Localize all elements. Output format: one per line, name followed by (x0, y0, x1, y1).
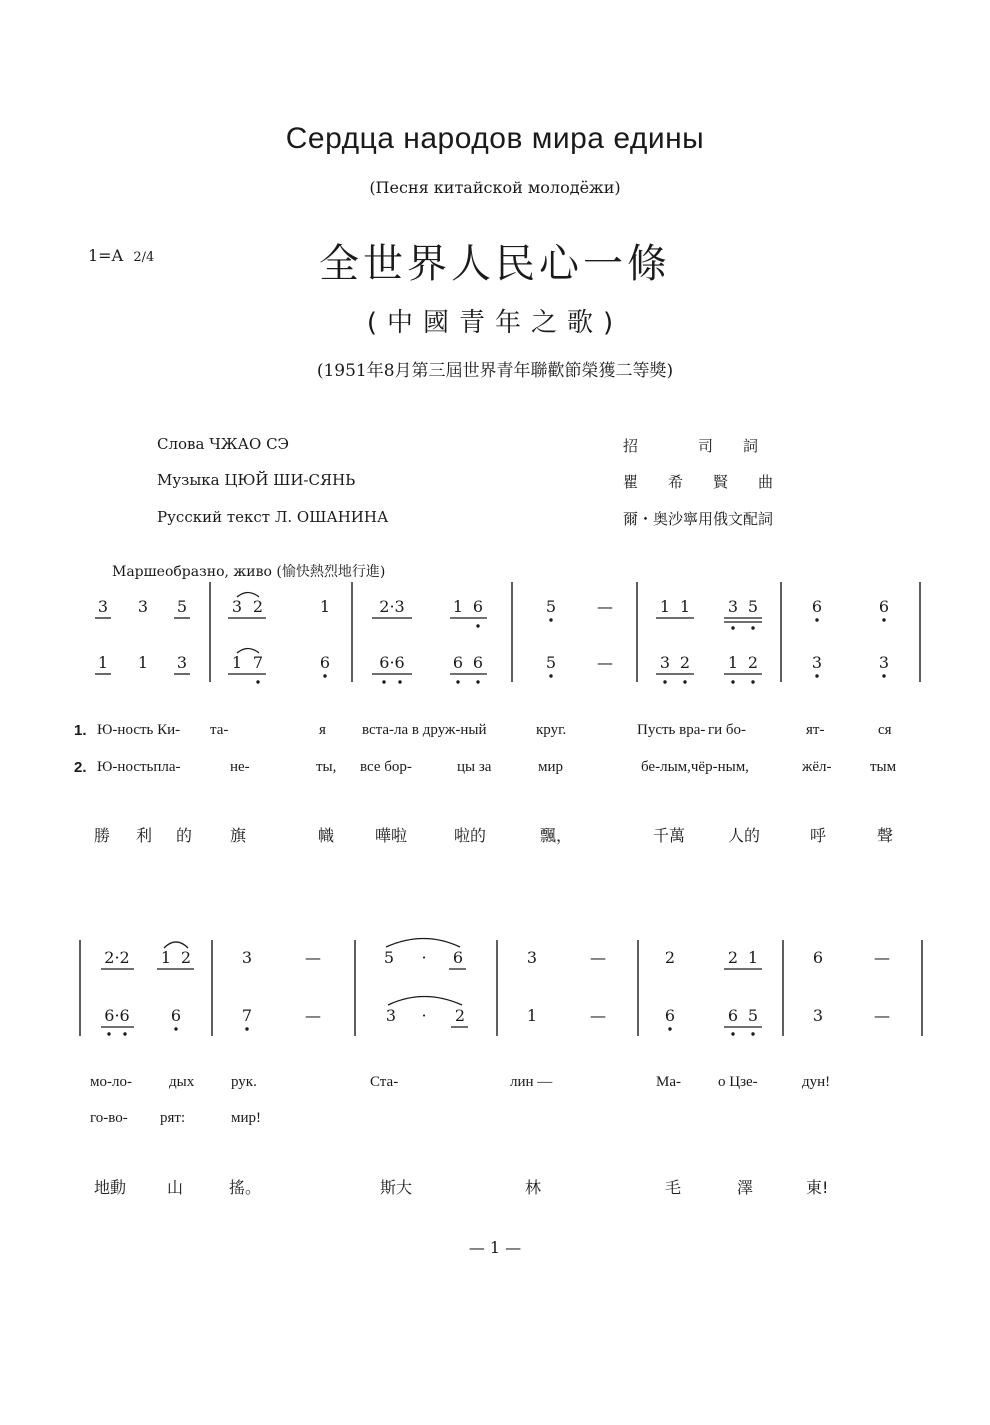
note: 6 (170, 1006, 182, 1025)
title-chinese: 全世界人民心一條 (319, 241, 671, 287)
page-number: — 1 — (468, 1238, 522, 1257)
octave-dot (476, 624, 479, 627)
lyric-syllable: мир (538, 759, 564, 775)
octave-dot (751, 680, 754, 683)
chinese-lyric: 斯大 (380, 1178, 413, 1197)
octave-dot (549, 618, 552, 621)
note: 7 (241, 1006, 253, 1025)
octave-dot (123, 1032, 126, 1035)
note: 6 (319, 653, 331, 672)
note: 2 (727, 948, 739, 967)
chinese-lyric: 嘩啦 (375, 826, 408, 845)
note: 6 (452, 948, 464, 967)
chinese-lyric: 搖。 (229, 1178, 262, 1197)
note: 3 (97, 597, 109, 616)
note: 1 (659, 597, 671, 616)
lyric-syllable: о Цзе- (718, 1074, 758, 1090)
lyric-syllable: та- (210, 722, 229, 738)
octave-dot (731, 626, 734, 629)
note: 6 (472, 597, 484, 616)
octave-dot (751, 626, 754, 629)
octave-dot (456, 680, 459, 683)
verse-number: 1. (74, 722, 87, 739)
note: 1 (231, 653, 243, 672)
chinese-lyric: 地動 (94, 1178, 127, 1197)
lyric-syllable: мир! (231, 1110, 262, 1126)
note: 1 (526, 1006, 538, 1025)
octave-dot (731, 1032, 734, 1035)
dash: — (590, 1006, 606, 1025)
note: 3 (878, 653, 890, 672)
dash: — (597, 653, 613, 672)
subtitle-russian: (Песня китайской молодёжи) (369, 178, 621, 197)
note: 6 (727, 1006, 739, 1025)
lyric-syllable: я (319, 722, 326, 738)
note: 6·6 (104, 1006, 130, 1025)
note: 3 (812, 1006, 824, 1025)
dash: — (597, 597, 613, 616)
note: 3 (385, 1006, 397, 1025)
note: 2 (454, 1006, 466, 1025)
note: 3 (137, 597, 149, 616)
note: 1 (747, 948, 759, 967)
lyric-syllable: ги бо- (708, 722, 747, 738)
note: 1 (727, 653, 739, 672)
chinese-lyric: 澤 (737, 1178, 754, 1197)
lyric-syllable: дун! (802, 1074, 831, 1090)
octave-dot (476, 680, 479, 683)
octave-dot (663, 680, 666, 683)
note: 3 (526, 948, 538, 967)
dash: — (305, 948, 321, 967)
lyric-syllable: бе-лым,чёр-ным, (641, 759, 749, 775)
note: 2·2 (104, 948, 130, 967)
lyric-syllable: Пусть вра- (637, 722, 706, 738)
note: 5 (383, 948, 395, 967)
verse-number: 2. (74, 759, 87, 776)
octave-dot (382, 680, 385, 683)
lyric-syllable: мо-ло- (90, 1074, 132, 1090)
dash: — (874, 948, 890, 967)
tempo-marking: Маршеобразно, живо (愉快熱烈地行進) (112, 564, 386, 580)
lyric-syllable: ся (878, 722, 892, 738)
award-note: (1951年8月第三屆世界青年聯歡節榮獲二等獎) (316, 361, 674, 381)
note: 3 (727, 597, 739, 616)
chinese-lyric: 利 (136, 826, 153, 845)
lyric-syllable: лин — (510, 1074, 553, 1090)
note: 1 (160, 948, 172, 967)
lyric-syllable: вста-ла в друж-ный (362, 722, 487, 738)
lyric-syllable: не- (230, 759, 250, 775)
chinese-lyric: 千萬 (653, 826, 686, 845)
chinese-lyric: 毛 (665, 1178, 682, 1197)
lyric-syllable: все бор- (360, 759, 412, 775)
note: 2 (747, 653, 759, 672)
note: 3 (241, 948, 253, 967)
dash: — (590, 948, 606, 967)
note: 1 (97, 653, 109, 672)
octave-dot (107, 1032, 110, 1035)
note: 2 (679, 653, 691, 672)
note: 5 (747, 597, 759, 616)
lyric-syllable: круг. (536, 722, 567, 738)
octave-dot (751, 1032, 754, 1035)
octave-dot (815, 674, 818, 677)
note: 6 (811, 597, 823, 616)
octave-dot (549, 674, 552, 677)
note: 3 (811, 653, 823, 672)
chinese-lyric: 勝 (94, 826, 111, 845)
note: 2 (180, 948, 192, 967)
octave-dot (245, 1027, 248, 1030)
note: 1 (137, 653, 149, 672)
octave-dot (882, 618, 885, 621)
note: 5 (747, 1006, 759, 1025)
note: 2 (664, 948, 676, 967)
dash: — (874, 1006, 890, 1025)
note: 2·3 (379, 597, 405, 616)
chinese-lyric: 旗 (230, 826, 247, 845)
octave-dot (882, 674, 885, 677)
octave-dot (683, 680, 686, 683)
augmentation-dot: · (421, 1006, 427, 1025)
lyric-syllable: жёл- (802, 759, 832, 775)
note: 6 (452, 653, 464, 672)
chinese-lyric: 山 (167, 1178, 184, 1197)
octave-dot (398, 680, 401, 683)
chinese-lyric: 人的 (728, 826, 761, 845)
note: 5 (545, 597, 557, 616)
credit-lyrics-ru: Слова ЧЖАО СЭ (157, 435, 290, 453)
lyric-syllable: ят- (806, 722, 825, 738)
lyric-syllable: ты, (316, 759, 337, 775)
note: 1 (452, 597, 464, 616)
slur (388, 997, 462, 1006)
lyric-syllable: цы за (457, 759, 492, 775)
octave-dot (731, 680, 734, 683)
note: 2 (252, 597, 264, 616)
dash: — (305, 1006, 321, 1025)
key-signature: 1=A (88, 246, 124, 265)
lyric-syllable: рят: (160, 1110, 186, 1126)
credit-music-zh: 瞿 希 賢 曲 (623, 473, 774, 491)
note: 6 (664, 1006, 676, 1025)
lyric-syllable: тым (870, 759, 897, 775)
octave-dot (815, 618, 818, 621)
note: 3 (176, 653, 188, 672)
octave-dot (256, 680, 259, 683)
lyric-syllable: Ма- (656, 1074, 681, 1090)
credit-lyrics-zh: 招 司 詞 (623, 437, 759, 455)
octave-dot (323, 674, 326, 677)
lyric-syllable: Ста- (370, 1074, 399, 1090)
note: 3 (659, 653, 671, 672)
credit-translation-ru: Русский текст Л. ОШАНИНА (157, 508, 389, 526)
chinese-lyric: 飄， (540, 826, 573, 845)
credit-music-ru: Музыка ЦЮЙ ШИ-СЯНЬ (157, 471, 356, 489)
chinese-lyric: 幟 (318, 826, 335, 845)
chinese-lyric: 啦的 (454, 826, 487, 845)
note: 1 (679, 597, 691, 616)
chinese-lyric: 林 (525, 1178, 542, 1197)
lyric-syllable: Ю-ностьпла- (97, 759, 181, 775)
slur (386, 939, 460, 948)
chinese-lyric: 的 (176, 826, 193, 845)
chinese-lyric: 呼 (810, 826, 827, 845)
note: 6 (812, 948, 824, 967)
lyric-syllable: рук. (231, 1074, 257, 1090)
note: 7 (252, 653, 264, 672)
note: 1 (319, 597, 331, 616)
note: 5 (545, 653, 557, 672)
lyric-syllable: Ю-ность Ки- (97, 722, 181, 738)
title-russian: Сердца народов мира едины (285, 122, 705, 155)
time-signature: 2/4 (133, 250, 155, 265)
octave-dot (174, 1027, 177, 1030)
octave-dot (668, 1027, 671, 1030)
credit-translation-zh: 爾・奥沙寧用俄文配詞 (623, 510, 774, 528)
note: 6 (878, 597, 890, 616)
note: 3 (231, 597, 243, 616)
augmentation-dot: · (421, 948, 427, 967)
lyric-syllable: дых (169, 1074, 195, 1090)
chinese-lyric: 東! (806, 1178, 829, 1197)
note: 6·6 (379, 653, 405, 672)
subtitle-chinese: (中國青年之歌) (366, 308, 624, 338)
lyric-syllable: го-во- (90, 1110, 128, 1126)
note: 5 (176, 597, 188, 616)
chinese-lyric: 聲 (877, 826, 894, 845)
note: 6 (472, 653, 484, 672)
